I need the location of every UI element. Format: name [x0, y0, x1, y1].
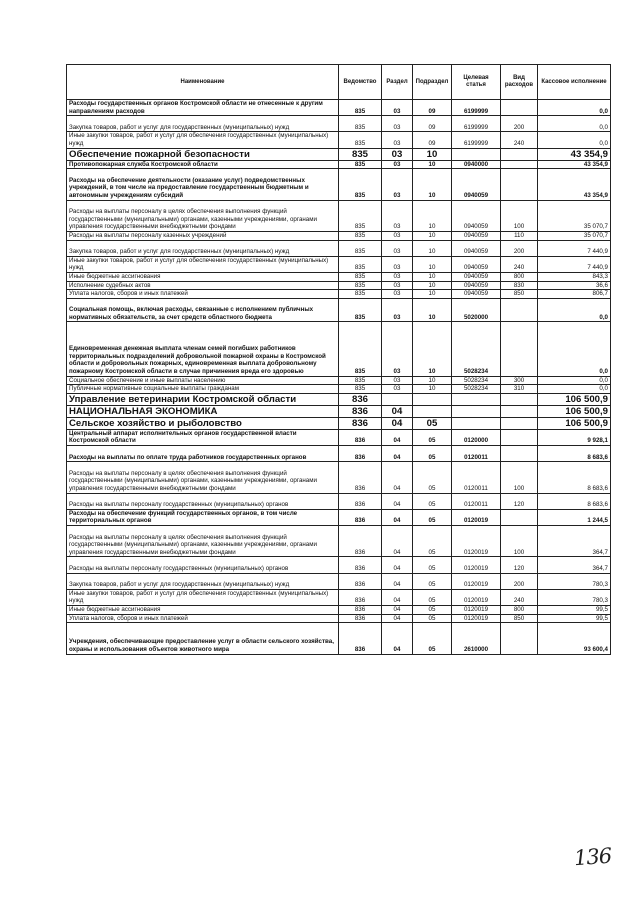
cell-vedomstvo: 836: [339, 526, 382, 557]
cell-podrazdel: 05: [413, 446, 452, 462]
cell-vid: 830: [501, 281, 538, 290]
cell-podrazdel: [413, 405, 452, 417]
cell-kass: 364,7: [538, 526, 611, 557]
cell-podrazdel: 09: [413, 132, 452, 148]
cell-name: Сельское хозяйство и рыболовство: [67, 417, 339, 429]
cell-vedomstvo: 835: [339, 148, 382, 160]
table-row: [67, 614, 611, 623]
cell-vid: 200: [501, 116, 538, 132]
cell-vid: [501, 298, 538, 322]
cell-razdel: 04: [382, 623, 413, 654]
cell-razdel: 03: [382, 256, 413, 272]
cell-razdel: 03: [382, 272, 413, 281]
cell-kass: 43 354,9: [538, 148, 611, 160]
cell-kass: 0,0: [538, 116, 611, 132]
cell-name: Расходы на выплаты персоналу государственных (муниципальных) органов: [67, 557, 339, 573]
cell-vedomstvo: 836: [339, 605, 382, 614]
cell-name: Публичные нормативные социальные выплаты гражданам: [67, 385, 339, 394]
cell-razdel: 04: [382, 493, 413, 509]
table-row: [67, 557, 611, 573]
cell-vedomstvo: 836: [339, 623, 382, 654]
cell-target: 0940059: [452, 290, 501, 299]
cell-podrazdel: 05: [413, 417, 452, 429]
cell-vid: [501, 100, 538, 116]
cell-kass: 0,0: [538, 376, 611, 385]
cell-vedomstvo: 835: [339, 200, 382, 231]
cell-vedomstvo: 836: [339, 393, 382, 405]
cell-vid: [501, 623, 538, 654]
cell-podrazdel: 10: [413, 290, 452, 299]
cell-target: 0940059: [452, 169, 501, 200]
cell-razdel: 04: [382, 462, 413, 493]
cell-vedomstvo: 835: [339, 322, 382, 376]
cell-name: Иные закупки товаров, работ и услуг для обеспечения государственных (муниципальных) нужд: [67, 132, 339, 148]
cell-vid: 100: [501, 200, 538, 231]
cell-razdel: 03: [382, 298, 413, 322]
page-number: 136: [573, 843, 612, 871]
cell-kass: 43 354,9: [538, 169, 611, 200]
cell-target: 0120019: [452, 573, 501, 589]
cell-vedomstvo: 835: [339, 160, 382, 169]
cell-kass: 35 070,7: [538, 200, 611, 231]
cell-vid: 850: [501, 290, 538, 299]
cell-vedomstvo: 835: [339, 231, 382, 240]
table-row: [67, 298, 611, 322]
table-row: [67, 132, 611, 148]
cell-name: Расходы на выплаты персоналу в целях обеспечения выполнения функций государственными (муниципальными) органами, казенными учреждениями, органами управления государственными внебюджетными фондами: [67, 526, 339, 557]
cell-kass: 99,5: [538, 605, 611, 614]
cell-target: 0120019: [452, 589, 501, 605]
cell-vedomstvo: 835: [339, 385, 382, 394]
cell-vid: [501, 509, 538, 525]
cell-vedomstvo: 836: [339, 493, 382, 509]
cell-vedomstvo: 836: [339, 509, 382, 525]
cell-vid: 120: [501, 557, 538, 573]
cell-kass: 9 928,1: [538, 429, 611, 445]
table-row: [67, 462, 611, 493]
cell-podrazdel: 05: [413, 573, 452, 589]
cell-podrazdel: 10: [413, 200, 452, 231]
table-row: [67, 429, 611, 445]
cell-name: Учреждения, обеспечивающие предоставление услуг в области сельского хозяйства, охраны и использования объектов животного мира: [67, 623, 339, 654]
cell-razdel: 03: [382, 322, 413, 376]
cell-vedomstvo: 836: [339, 417, 382, 429]
cell-vedomstvo: 835: [339, 281, 382, 290]
cell-name: Центральный аппарат исполнительных органов государственной власти Костромской области: [67, 429, 339, 445]
table-row: [67, 526, 611, 557]
table-row: [67, 509, 611, 525]
cell-name: Социальная помощь, включая расходы, связанные с исполнением публичных нормативных обязательств, за счет средств областного бюджета: [67, 298, 339, 322]
cell-podrazdel: 09: [413, 116, 452, 132]
cell-razdel: 03: [382, 231, 413, 240]
cell-target: 0120019: [452, 557, 501, 573]
cell-vedomstvo: 836: [339, 589, 382, 605]
cell-target: 5020000: [452, 298, 501, 322]
cell-name: Уплата налогов, сборов и иных платежей: [67, 290, 339, 299]
cell-kass: 36,6: [538, 281, 611, 290]
cell-kass: 364,7: [538, 557, 611, 573]
cell-vedomstvo: 835: [339, 256, 382, 272]
cell-name: Исполнение судебных актов: [67, 281, 339, 290]
cell-kass: 43 354,9: [538, 160, 611, 169]
cell-kass: 35 070,7: [538, 231, 611, 240]
cell-kass: 780,3: [538, 589, 611, 605]
cell-vedomstvo: 835: [339, 298, 382, 322]
cell-kass: 0,0: [538, 385, 611, 394]
cell-podrazdel: [413, 393, 452, 405]
cell-podrazdel: 10: [413, 240, 452, 256]
cell-vedomstvo: 835: [339, 132, 382, 148]
cell-vedomstvo: 835: [339, 240, 382, 256]
cell-target: 0940059: [452, 240, 501, 256]
cell-vid: 240: [501, 256, 538, 272]
cell-kass: 7 440,9: [538, 240, 611, 256]
cell-target: 5028234: [452, 376, 501, 385]
cell-vedomstvo: 835: [339, 100, 382, 116]
cell-target: 0940000: [452, 160, 501, 169]
cell-razdel: 04: [382, 605, 413, 614]
table-row: [67, 623, 611, 654]
header-podrazdel: Подраздел: [413, 65, 452, 100]
cell-podrazdel: 10: [413, 231, 452, 240]
cell-podrazdel: 05: [413, 462, 452, 493]
header-razdel: Раздел: [382, 65, 413, 100]
cell-podrazdel: 10: [413, 148, 452, 160]
table-row: [67, 376, 611, 385]
table-row: [67, 148, 611, 160]
cell-kass: 106 500,9: [538, 417, 611, 429]
cell-razdel: 04: [382, 446, 413, 462]
cell-vid: 200: [501, 240, 538, 256]
cell-target: [452, 417, 501, 429]
cell-target: 0120011: [452, 446, 501, 462]
cell-vedomstvo: 836: [339, 557, 382, 573]
cell-vid: [501, 148, 538, 160]
cell-target: 0120011: [452, 493, 501, 509]
cell-target: 0120000: [452, 429, 501, 445]
cell-target: 6199999: [452, 116, 501, 132]
cell-razdel: [382, 393, 413, 405]
cell-podrazdel: 10: [413, 298, 452, 322]
cell-kass: 0,0: [538, 132, 611, 148]
table-row: [67, 605, 611, 614]
cell-target: 5028234: [452, 322, 501, 376]
cell-kass: 843,3: [538, 272, 611, 281]
cell-target: 0120019: [452, 526, 501, 557]
cell-name: Закупка товаров, работ и услуг для государственных (муниципальных) нужд: [67, 116, 339, 132]
cell-vedomstvo: 836: [339, 462, 382, 493]
table-row: [67, 116, 611, 132]
cell-vedomstvo: 835: [339, 290, 382, 299]
table-row: [67, 231, 611, 240]
cell-target: 0940059: [452, 256, 501, 272]
cell-target: 0940059: [452, 200, 501, 231]
cell-podrazdel: 05: [413, 614, 452, 623]
cell-vid: 300: [501, 376, 538, 385]
cell-vid: [501, 429, 538, 445]
cell-kass: 780,3: [538, 573, 611, 589]
cell-kass: 806,7: [538, 290, 611, 299]
cell-vid: [501, 160, 538, 169]
cell-name: Социальное обеспечение и иные выплаты населению: [67, 376, 339, 385]
cell-podrazdel: 10: [413, 281, 452, 290]
header-name: Наименование: [67, 65, 339, 100]
cell-vid: 120: [501, 493, 538, 509]
cell-razdel: 04: [382, 509, 413, 525]
cell-vedomstvo: 835: [339, 272, 382, 281]
cell-vid: 310: [501, 385, 538, 394]
cell-name: Обеспечение пожарной безопасности: [67, 148, 339, 160]
cell-target: 6199999: [452, 100, 501, 116]
cell-vid: [501, 446, 538, 462]
cell-name: Уплата налогов, сборов и иных платежей: [67, 614, 339, 623]
cell-kass: 7 440,9: [538, 256, 611, 272]
table-row: [67, 200, 611, 231]
cell-name: Закупка товаров, работ и услуг для государственных (муниципальных) нужд: [67, 240, 339, 256]
cell-razdel: 03: [382, 132, 413, 148]
cell-podrazdel: 10: [413, 272, 452, 281]
cell-vedomstvo: 835: [339, 169, 382, 200]
cell-kass: 8 683,6: [538, 462, 611, 493]
table-row: [67, 385, 611, 394]
cell-target: 6199999: [452, 132, 501, 148]
cell-razdel: 03: [382, 169, 413, 200]
table-row: [67, 393, 611, 405]
cell-podrazdel: 10: [413, 160, 452, 169]
cell-vedomstvo: 835: [339, 116, 382, 132]
cell-name: Расходы на обеспечение деятельности (оказание услуг) подведомственных учреждений, в том числе на предоставление государственным бюджетным и автономным учреждениям субсидий: [67, 169, 339, 200]
cell-target: 2610000: [452, 623, 501, 654]
cell-razdel: 04: [382, 417, 413, 429]
cell-razdel: 03: [382, 200, 413, 231]
cell-razdel: 03: [382, 116, 413, 132]
cell-razdel: 03: [382, 376, 413, 385]
cell-razdel: 04: [382, 526, 413, 557]
table-row: [67, 290, 611, 299]
cell-name: Расходы на выплаты персоналу в целях обеспечения выполнения функций государственными (муниципальными) органами, казенными учреждениями, органами управления государственными внебюджетными фондами: [67, 462, 339, 493]
cell-name: Иные бюджетные ассигнования: [67, 605, 339, 614]
cell-razdel: 03: [382, 385, 413, 394]
cell-podrazdel: 05: [413, 526, 452, 557]
table-row: [67, 272, 611, 281]
cell-vid: [501, 393, 538, 405]
cell-podrazdel: 05: [413, 589, 452, 605]
header-vedomstvo: Ведомство: [339, 65, 382, 100]
cell-podrazdel: 09: [413, 100, 452, 116]
cell-kass: 0,0: [538, 100, 611, 116]
header-kass: Кассовое исполнение: [538, 65, 611, 100]
cell-vid: [501, 169, 538, 200]
table-row: [67, 240, 611, 256]
cell-vedomstvo: 836: [339, 429, 382, 445]
cell-razdel: 03: [382, 148, 413, 160]
cell-kass: 1 244,5: [538, 509, 611, 525]
cell-name: Управление ветеринарии Костромской области: [67, 393, 339, 405]
cell-podrazdel: 10: [413, 385, 452, 394]
cell-name: Расходы на обеспечение функций государственных органов, в том числе территориальных органов: [67, 509, 339, 525]
cell-podrazdel: 10: [413, 376, 452, 385]
cell-name: Иные закупки товаров, работ и услуг для обеспечения государственных (муниципальных) нужд: [67, 589, 339, 605]
cell-kass: 99,5: [538, 614, 611, 623]
table-row: [67, 256, 611, 272]
cell-kass: 0,0: [538, 322, 611, 376]
cell-name: Иные бюджетные ассигнования: [67, 272, 339, 281]
cell-target: 0120019: [452, 509, 501, 525]
cell-razdel: 03: [382, 160, 413, 169]
table-row: [67, 281, 611, 290]
cell-podrazdel: 05: [413, 493, 452, 509]
cell-razdel: 04: [382, 614, 413, 623]
cell-name: Расходы на выплаты по оплате труда работников государственных органов: [67, 446, 339, 462]
table-row: [67, 417, 611, 429]
cell-podrazdel: 05: [413, 605, 452, 614]
cell-vid: 200: [501, 573, 538, 589]
cell-vid: [501, 417, 538, 429]
table-row: [67, 100, 611, 116]
table-body: [67, 100, 611, 655]
cell-vedomstvo: 835: [339, 376, 382, 385]
cell-name: Противопожарная служба Костромской области: [67, 160, 339, 169]
cell-name: Иные закупки товаров, работ и услуг для обеспечения государственных (муниципальных) нужд: [67, 256, 339, 272]
cell-vedomstvo: 836: [339, 573, 382, 589]
cell-vid: [501, 322, 538, 376]
cell-name: Расходы на выплаты персоналу казенных учреждений: [67, 231, 339, 240]
cell-kass: 8 683,6: [538, 446, 611, 462]
cell-target: 0940059: [452, 272, 501, 281]
cell-razdel: 03: [382, 281, 413, 290]
header-vid: Вид расходов: [501, 65, 538, 100]
cell-vid: 110: [501, 231, 538, 240]
cell-podrazdel: 05: [413, 429, 452, 445]
cell-vid: 100: [501, 526, 538, 557]
cell-kass: 106 500,9: [538, 393, 611, 405]
cell-target: 5028234: [452, 385, 501, 394]
cell-razdel: 03: [382, 290, 413, 299]
cell-target: 0120019: [452, 605, 501, 614]
cell-target: 0120019: [452, 614, 501, 623]
cell-podrazdel: 10: [413, 256, 452, 272]
table-row: [67, 169, 611, 200]
cell-razdel: 04: [382, 429, 413, 445]
cell-razdel: 03: [382, 240, 413, 256]
cell-razdel: 03: [382, 100, 413, 116]
table-row: [67, 493, 611, 509]
cell-vid: 850: [501, 614, 538, 623]
cell-vid: 240: [501, 132, 538, 148]
cell-target: 0940059: [452, 281, 501, 290]
cell-razdel: 04: [382, 405, 413, 417]
cell-name: Расходы на выплаты персоналу государственных (муниципальных) органов: [67, 493, 339, 509]
table-row: [67, 446, 611, 462]
cell-kass: 8 683,6: [538, 493, 611, 509]
cell-kass: 0,0: [538, 298, 611, 322]
cell-razdel: 04: [382, 589, 413, 605]
header-target: Целевая статья: [452, 65, 501, 100]
cell-vid: 240: [501, 589, 538, 605]
cell-kass: 106 500,9: [538, 405, 611, 417]
budget-table: [66, 64, 611, 655]
document-page: [66, 64, 610, 655]
cell-podrazdel: 05: [413, 509, 452, 525]
cell-vid: 800: [501, 605, 538, 614]
cell-name: Единовременная денежная выплата членам семей погибших работников территориальных подразделений добровольной пожарной охраны в Костромской области и добровольных пожарных, единовременная выплата добровольному пожарному Костромской области в случае причинения вреда его здоровью: [67, 322, 339, 376]
cell-target: [452, 148, 501, 160]
cell-vedomstvo: 836: [339, 614, 382, 623]
cell-podrazdel: 10: [413, 169, 452, 200]
cell-target: [452, 405, 501, 417]
cell-razdel: 04: [382, 557, 413, 573]
cell-vid: 800: [501, 272, 538, 281]
cell-vid: 100: [501, 462, 538, 493]
cell-podrazdel: 05: [413, 623, 452, 654]
cell-vid: [501, 405, 538, 417]
table-row: [67, 160, 611, 169]
cell-target: [452, 393, 501, 405]
cell-name: Расходы государственных органов Костромской области не отнесенные к другим направлениям расходов: [67, 100, 339, 116]
cell-name: Закупка товаров, работ и услуг для государственных (муниципальных) нужд: [67, 573, 339, 589]
cell-name: НАЦИОНАЛЬНАЯ ЭКОНОМИКА: [67, 405, 339, 417]
cell-podrazdel: 10: [413, 322, 452, 376]
table-row: [67, 405, 611, 417]
cell-target: 0120011: [452, 462, 501, 493]
cell-podrazdel: 05: [413, 557, 452, 573]
table-row: [67, 322, 611, 376]
table-row: [67, 573, 611, 589]
table-header-row: [67, 65, 611, 100]
table-row: [67, 589, 611, 605]
cell-vedomstvo: 836: [339, 405, 382, 417]
cell-razdel: 04: [382, 573, 413, 589]
cell-name: Расходы на выплаты персоналу в целях обеспечения выполнения функций государственными (муниципальными) органами, казенными учреждениями, органами управления государственными внебюджетными фондами: [67, 200, 339, 231]
cell-vedomstvo: 836: [339, 446, 382, 462]
cell-kass: 93 600,4: [538, 623, 611, 654]
cell-target: 0940059: [452, 231, 501, 240]
